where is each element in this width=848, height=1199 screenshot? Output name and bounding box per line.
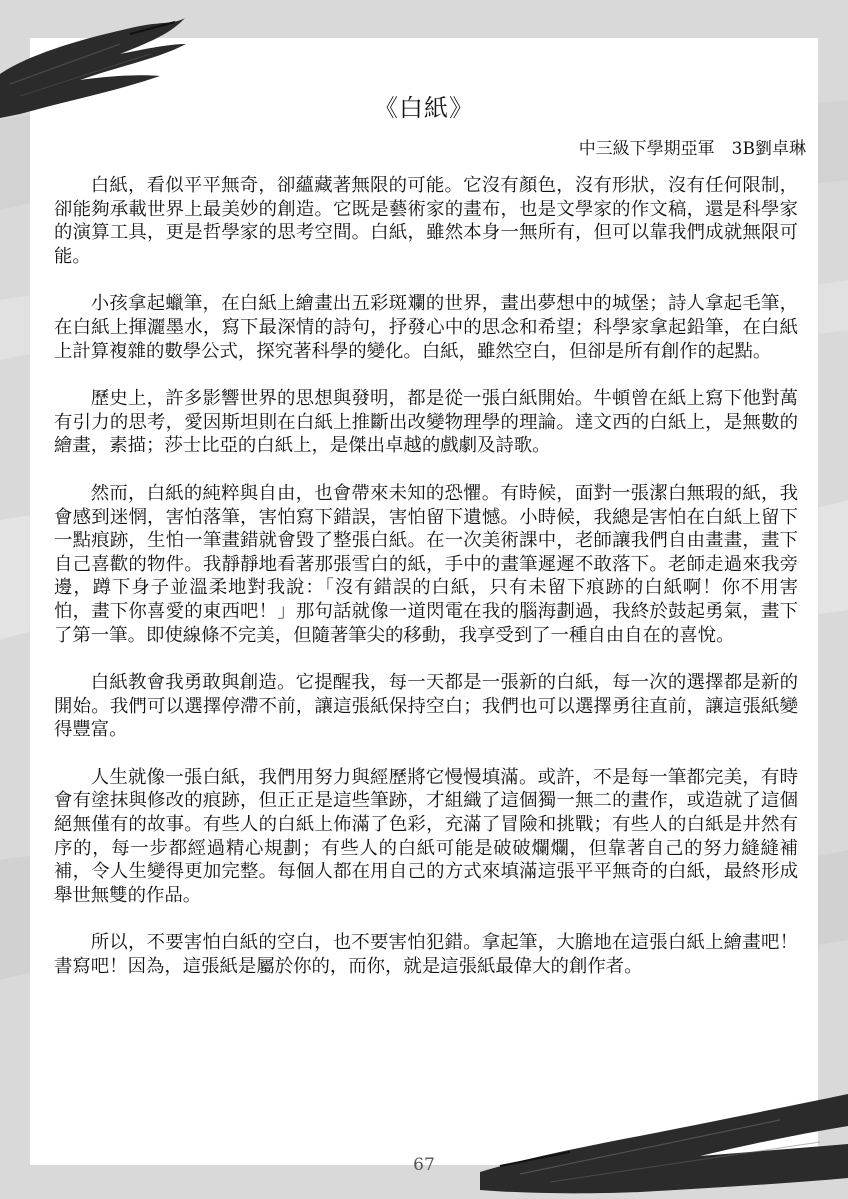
document-body bbox=[54, 174, 798, 1003]
paragraph: 小孩拿起蠟筆，在白紙上繪畫出五彩斑斕的世界，畫出夢想中的城堡；詩人拿起毛筆，在白紙上揮灑墨水，寫下最深情的詩句，抒發心中的思念和希望；科學家拿起鉛筆，在白紙上計算複雜的數學公式，探究著科學的變化。白紙，雖然空白，但卻是所有創作的起點。 bbox=[54, 293, 798, 362]
document-page bbox=[30, 38, 818, 1175]
paragraph: 然而，白紙的純粹與自由，也會帶來未知的恐懼。有時候，面對一張潔白無瑕的紙，我會感到迷惘，害怕落筆，害怕寫下錯誤，害怕留下遺憾。小時候，我總是害怕在白紙上留下一點痕跡，生怕一筆畫錯就會毀了整張白紙。在一次美術課中，老師讓我們自由畫畫，畫下自己喜歡的物件。我靜靜地看著那張雪白的紙，手中的畫筆遲遲不敢落下。老師走過來我旁邊，蹲下身子並溫柔地對我說：「沒有錯誤的白紙，只有未留下痕跡的白紙啊！你不用害怕，畫下你喜愛的東西吧！」那句話就像一道閃電在我的腦海劃過，我終於鼓起勇氣，畫下了第一筆。即使線條不完美，但隨著筆尖的移動，我享受到了一種自由自在的喜悅。 bbox=[54, 482, 798, 646]
author-line: 中三級下學期亞軍 3B劉卓琳 bbox=[578, 139, 806, 159]
paragraph: 歷史上，許多影響世界的思想與發明，都是從一張白紙開始。牛頓曾在紙上寫下他對萬有引力的思考，愛因斯坦則在白紙上推斷出改變物理學的理論。達文西的白紙上，是無數的繪畫，素描；莎士比亞的白紙上，是傑出卓越的戲劇及詩歌。 bbox=[54, 388, 798, 457]
paragraph: 人生就像一張白紙，我們用努力與經歷將它慢慢填滿。或許，不是每一筆都完美，有時會有塗抹與修改的痕跡，但正正是這些筆跡，才組織了這個獨一無二的畫作，或造就了這個絕無僅有的故事。有些人的白紙上佈滿了色彩，充滿了冒險和挑戰；有些人的白紙是井然有序的，每一步都經過精心規劃；有些人的白紙可能是破破爛爛，但靠著自己的努力縫縫補補，令人生變得更加完整。每個人都在用自己的方式來填滿這張平平無奇的白紙，最終形成舉世無雙的作品。 bbox=[54, 766, 798, 906]
paragraph: 所以，不要害怕白紙的空白，也不要害怕犯錯。拿起筆，大膽地在這張白紙上繪畫吧！書寫吧！因為，這張紙是屬於你的，而你，就是這張紙最偉大的創作者。 bbox=[54, 932, 798, 978]
page-number: 67 bbox=[413, 1155, 435, 1175]
paragraph: 白紙，看似平平無奇，卻蘊藏著無限的可能。它沒有顏色，沒有形狀，沒有任何限制，卻能夠承載世界上最美妙的創造。它既是藝術家的畫布，也是文學家的作文稿，還是科學家的演算工具，更是哲學家的思考空間。白紙，雖然本身一無所有，但可以靠我們成就無限可能。 bbox=[54, 175, 798, 267]
paragraph: 白紙教會我勇敢與創造。它提醒我，每一天都是一張新的白紙，每一次的選擇都是新的開始。我們可以選擇停滯不前，讓這張紙保持空白；我們也可以選擇勇往直前，讓這張紙變得豐富。 bbox=[54, 672, 798, 741]
document-title: 《白紙》 bbox=[374, 94, 474, 122]
